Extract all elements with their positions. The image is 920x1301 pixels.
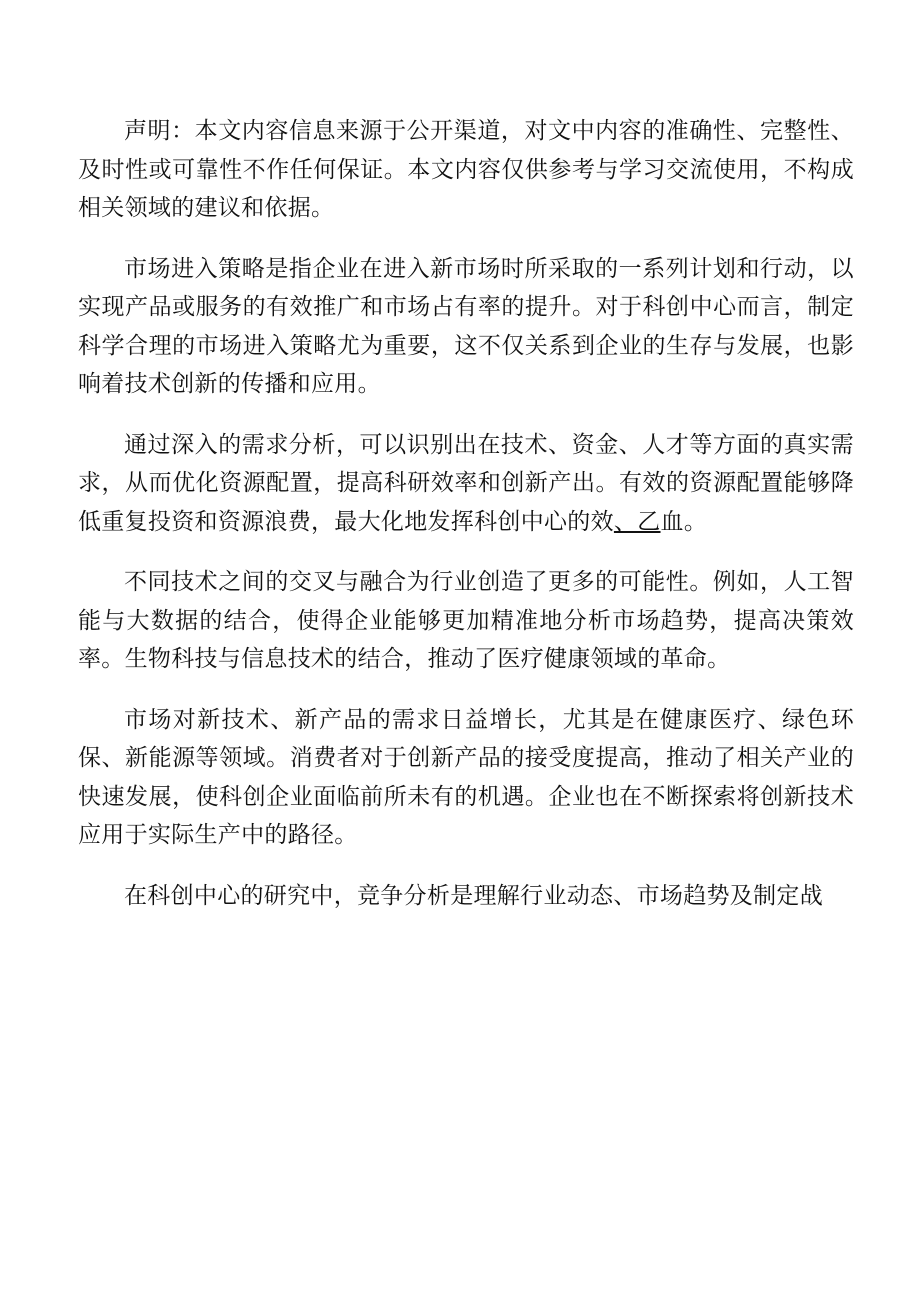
paragraph-demand-tail: 血。 bbox=[660, 508, 708, 535]
paragraph-demand-analysis bbox=[78, 426, 854, 542]
paragraph-market-entry: 市场进入策略是指企业在进入新市场时所采取的一系列计划和行动，以实现产品或服务的有效推广和市场占有率的提升。对于科创中心而言，制定科学合理的市场进入策略尤为重要，这不仅关系到企业的生存与发展，也影响着技术创新的传播和应用。 bbox=[78, 255, 854, 397]
paragraph-market-demand: 市场对新技术、新产品的需求日益增长，尤其是在健康医疗、绿色环保、新能源等领域。消费者对于创新产品的接受度提高，推动了相关产业的快速发展，使科创企业面临前所未有的机遇。企业也在不断探索将创新技术应用于实际生产中的路径。 bbox=[78, 706, 854, 848]
underlined-fragment: 、乙 bbox=[613, 508, 661, 535]
paragraph-disclaimer: 声明：本文内容信息来源于公开渠道，对文中内容的准确性、完整性、及时性或可靠性不作任何保证。本文内容仅供参考与学习交流使用，不构成相关领域的建议和依据。 bbox=[78, 118, 854, 221]
paragraph-demand-text: 通过深入的需求分析，可以识别出在技术、资金、人才等方面的真实需求，从而优化资源配置，提高科研效率和创新产出。有效的资源配置能够降低重复投资和资源浪费，最大化地发挥科创中心的效 bbox=[78, 431, 854, 535]
paragraph-competition: 在科创中心的研究中，竞争分析是理解行业动态、市场趋势及制定战 bbox=[124, 882, 823, 909]
paragraph-tech-fusion: 不同技术之间的交叉与融合为行业创造了更多的可能性。例如，人工智能与大数据的结合，使得企业能够更加精准地分析市场趋势，提高决策效率。生物科技与信息技术的结合，推动了医疗健康领域的革命。 bbox=[78, 569, 854, 672]
document-body bbox=[78, 112, 854, 937]
